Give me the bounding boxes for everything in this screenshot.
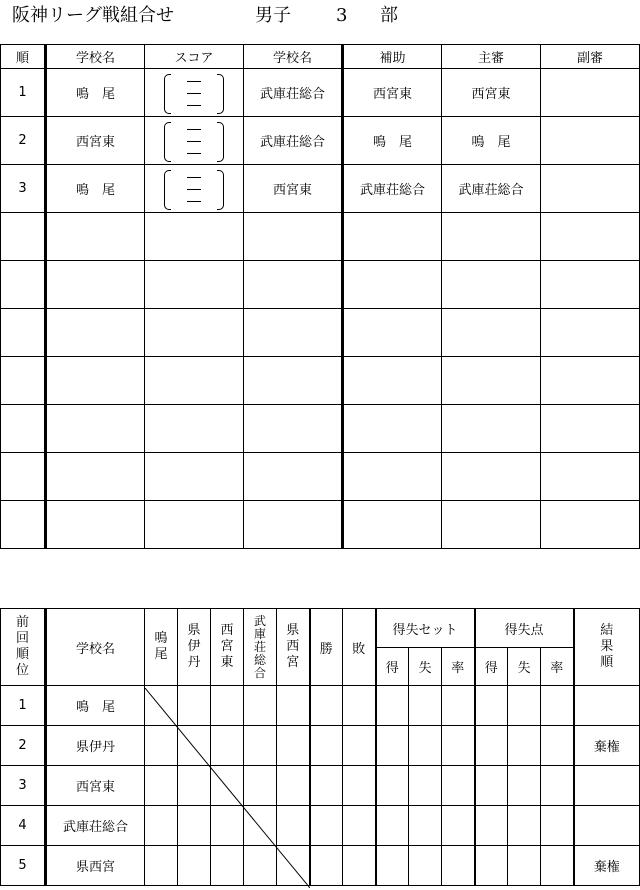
point-gain-cell (475, 726, 508, 766)
set-loss-header: 失 (409, 648, 442, 686)
empty-cell (145, 501, 244, 549)
empty-cell (46, 357, 145, 405)
result-cell (574, 686, 640, 726)
empty-cell (1, 405, 46, 453)
set-loss-cell (409, 846, 442, 886)
match-cell (277, 806, 310, 846)
schedule-empty-row (1, 357, 640, 405)
prev-rank-header: 前 回 順 位 (1, 609, 46, 686)
sub-referee-team (541, 165, 640, 213)
set-gain-cell (376, 686, 409, 726)
team-a: 西宮東 (46, 117, 145, 165)
empty-cell (442, 213, 541, 261)
loss-cell (343, 766, 376, 806)
empty-cell (541, 261, 640, 309)
point-loss-cell (508, 806, 541, 846)
col-order: 順 (1, 45, 46, 69)
result-cell (574, 766, 640, 806)
match-cell (211, 806, 244, 846)
empty-cell (541, 213, 640, 261)
standings-header-row-1 (1, 609, 640, 648)
page-header (12, 4, 632, 32)
point-rate-cell (541, 766, 574, 806)
schedule-row (1, 165, 640, 213)
standings-row (1, 726, 640, 766)
sub-referee-team (541, 117, 640, 165)
division-number: 3 (336, 5, 348, 26)
set-gain-header: 得 (376, 648, 409, 686)
referee-team: 西宮東 (442, 69, 541, 117)
gender-label: 男子 (255, 5, 291, 26)
school-name: 県伊丹 (46, 726, 145, 766)
empty-cell (244, 213, 343, 261)
opp-header-1: 県 伊 丹 (178, 609, 211, 686)
set-loss-cell (409, 726, 442, 766)
result-header: 結 果 順 (574, 609, 640, 686)
set-gain-cell (376, 846, 409, 886)
win-cell (310, 686, 343, 726)
set-rate-cell (442, 846, 475, 886)
empty-cell (541, 501, 640, 549)
schedule-empty-row (1, 453, 640, 501)
team-a: 鳴 尾 (46, 69, 145, 117)
match-cell (211, 686, 244, 726)
point-rate-cell (541, 726, 574, 766)
empty-cell (145, 309, 244, 357)
empty-cell (244, 309, 343, 357)
empty-cell (442, 501, 541, 549)
empty-cell (1, 261, 46, 309)
match-cell (277, 726, 310, 766)
match-cell (145, 686, 178, 726)
team-b: 武庫荘総合 (244, 117, 343, 165)
set-loss-cell (409, 686, 442, 726)
empty-cell (244, 501, 343, 549)
match-order: 2 (1, 117, 46, 165)
set-loss-cell (409, 806, 442, 846)
win-header: 勝 (310, 609, 343, 686)
set-loss-cell (409, 766, 442, 806)
school-name: 鳴 尾 (46, 686, 145, 726)
empty-cell (343, 501, 442, 549)
match-cell (244, 806, 277, 846)
match-cell (244, 846, 277, 886)
empty-cell (1, 501, 46, 549)
schedule-empty-row (1, 309, 640, 357)
empty-cell (343, 405, 442, 453)
empty-cell (244, 453, 343, 501)
set-rate-cell (442, 806, 475, 846)
point-loss-cell (508, 726, 541, 766)
col-score: スコア (145, 45, 244, 69)
schedule-header-row (1, 45, 640, 69)
empty-cell (343, 261, 442, 309)
empty-cell (46, 405, 145, 453)
match-cell (178, 726, 211, 766)
match-cell (244, 766, 277, 806)
match-cell (178, 766, 211, 806)
empty-cell (343, 213, 442, 261)
empty-cell (145, 261, 244, 309)
empty-cell (46, 213, 145, 261)
empty-cell (343, 309, 442, 357)
division-label: 部 (380, 5, 398, 26)
set-gain-cell (376, 766, 409, 806)
empty-cell (442, 309, 541, 357)
empty-cell (46, 261, 145, 309)
result-cell: 棄権 (574, 726, 640, 766)
empty-cell (244, 261, 343, 309)
point-rate-cell (541, 846, 574, 886)
standings-row (1, 846, 640, 886)
team-a: 鳴 尾 (46, 165, 145, 213)
empty-cell (343, 357, 442, 405)
set-header: 得失セット (376, 609, 475, 648)
score-bracket[interactable] (164, 170, 224, 208)
loss-cell (343, 686, 376, 726)
prev-rank: 4 (1, 806, 46, 846)
result-cell: 棄権 (574, 846, 640, 886)
empty-cell (442, 405, 541, 453)
set-rate-cell (442, 726, 475, 766)
assist-team: 武庫荘総合 (343, 165, 442, 213)
score-cell (145, 117, 244, 165)
col-team-b: 学校名 (244, 45, 343, 69)
match-cell (244, 686, 277, 726)
set-rate-header: 率 (442, 648, 475, 686)
match-cell (211, 726, 244, 766)
assist-team: 西宮東 (343, 69, 442, 117)
empty-cell (46, 309, 145, 357)
assist-team: 鳴 尾 (343, 117, 442, 165)
schedule-row (1, 69, 640, 117)
empty-cell (244, 357, 343, 405)
referee-team: 武庫荘総合 (442, 165, 541, 213)
match-cell (145, 846, 178, 886)
col-referee: 主審 (442, 45, 541, 69)
school-name: 武庫荘総合 (46, 806, 145, 846)
standings-table (0, 608, 640, 886)
schedule-empty-row (1, 501, 640, 549)
empty-cell (46, 453, 145, 501)
result-cell (574, 806, 640, 846)
team-b: 武庫荘総合 (244, 69, 343, 117)
match-cell (277, 766, 310, 806)
win-cell (310, 766, 343, 806)
point-loss-cell (508, 686, 541, 726)
empty-cell (145, 453, 244, 501)
empty-cell (442, 357, 541, 405)
point-gain-header: 得 (475, 648, 508, 686)
prev-rank: 3 (1, 766, 46, 806)
schedule-row (1, 117, 640, 165)
point-loss-header: 失 (508, 648, 541, 686)
point-gain-cell (475, 846, 508, 886)
point-loss-cell (508, 846, 541, 886)
match-cell (145, 766, 178, 806)
loss-cell (343, 726, 376, 766)
page-title: 阪神リーグ戦組合せ (12, 5, 174, 26)
opp-header-2: 西 宮 東 (211, 609, 244, 686)
win-cell (310, 806, 343, 846)
score-bracket[interactable] (164, 74, 224, 112)
empty-cell (442, 261, 541, 309)
col-assist: 補助 (343, 45, 442, 69)
score-cell (145, 165, 244, 213)
point-loss-cell (508, 766, 541, 806)
set-rate-cell (442, 686, 475, 726)
score-cell (145, 69, 244, 117)
empty-cell (1, 357, 46, 405)
point-rate-header: 率 (541, 648, 574, 686)
score-bracket[interactable] (164, 122, 224, 160)
point-header: 得失点 (475, 609, 574, 648)
match-cell (145, 806, 178, 846)
schedule-empty-row (1, 213, 640, 261)
match-cell (178, 686, 211, 726)
prev-rank: 1 (1, 686, 46, 726)
sub-referee-team (541, 69, 640, 117)
empty-cell (442, 453, 541, 501)
empty-cell (1, 309, 46, 357)
win-cell (310, 726, 343, 766)
prev-rank: 2 (1, 726, 46, 766)
prev-rank: 5 (1, 846, 46, 886)
empty-cell (541, 405, 640, 453)
schedule-empty-row (1, 261, 640, 309)
standings-row (1, 766, 640, 806)
match-cell (211, 766, 244, 806)
point-rate-cell (541, 686, 574, 726)
match-cell (178, 846, 211, 886)
col-sub-referee: 副審 (541, 45, 640, 69)
set-gain-cell (376, 726, 409, 766)
match-order: 3 (1, 165, 46, 213)
empty-cell (145, 357, 244, 405)
school-header: 学校名 (46, 609, 145, 686)
point-gain-cell (475, 686, 508, 726)
empty-cell (145, 213, 244, 261)
loss-cell (343, 806, 376, 846)
standings-row (1, 686, 640, 726)
match-cell (178, 806, 211, 846)
standings-row (1, 806, 640, 846)
point-rate-cell (541, 806, 574, 846)
school-name: 西宮東 (46, 766, 145, 806)
opp-header-3: 武 庫 荘 総 合 (244, 609, 277, 686)
match-cell (211, 846, 244, 886)
empty-cell (1, 453, 46, 501)
point-gain-cell (475, 806, 508, 846)
referee-team: 鳴 尾 (442, 117, 541, 165)
match-cell (244, 726, 277, 766)
empty-cell (541, 453, 640, 501)
match-cell (277, 846, 310, 886)
point-gain-cell (475, 766, 508, 806)
opp-header-4: 県 西 宮 (277, 609, 310, 686)
empty-cell (244, 405, 343, 453)
schedule-table (0, 44, 640, 549)
empty-cell (541, 357, 640, 405)
empty-cell (1, 213, 46, 261)
team-b: 西宮東 (244, 165, 343, 213)
set-rate-cell (442, 766, 475, 806)
schedule-empty-row (1, 405, 640, 453)
empty-cell (145, 405, 244, 453)
set-gain-cell (376, 806, 409, 846)
loss-cell (343, 846, 376, 886)
match-order: 1 (1, 69, 46, 117)
match-cell (277, 686, 310, 726)
loss-header: 敗 (343, 609, 376, 686)
win-cell (310, 846, 343, 886)
empty-cell (46, 501, 145, 549)
opp-header-0: 鳴 尾 (145, 609, 178, 686)
empty-cell (541, 309, 640, 357)
empty-cell (343, 453, 442, 501)
match-cell (145, 726, 178, 766)
school-name: 県西宮 (46, 846, 145, 886)
col-team-a: 学校名 (46, 45, 145, 69)
